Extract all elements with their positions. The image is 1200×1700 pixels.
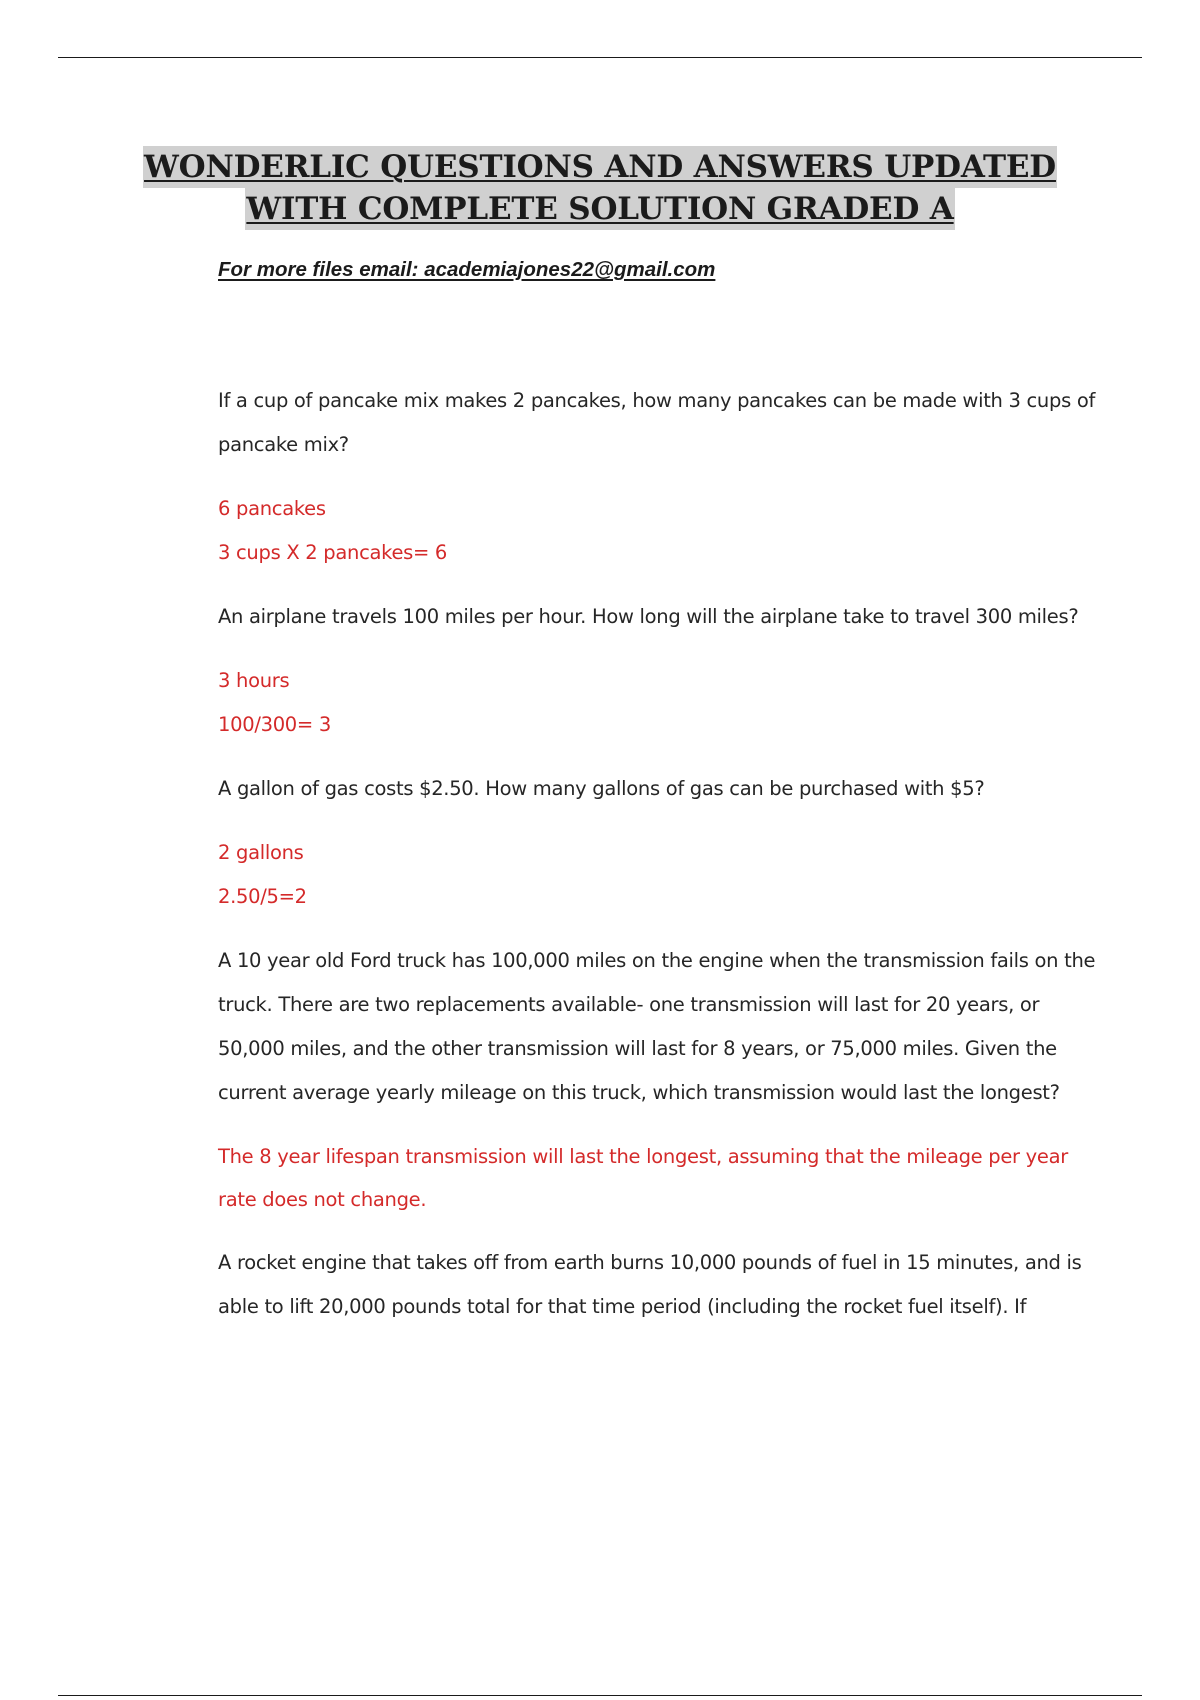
qa-content bbox=[218, 379, 1098, 1349]
answer-block bbox=[218, 831, 1098, 919]
answer-work: 2.50/5=2 bbox=[218, 885, 307, 908]
answer-work: 100/300= 3 bbox=[218, 713, 331, 736]
title-line-2: WITH COMPLETE SOLUTION GRADED A bbox=[245, 188, 954, 230]
answer-block bbox=[218, 1135, 1098, 1221]
question-text: A rocket engine that takes off from earth burns 10,000 pounds of fuel in 15 minutes, and is able to lift 20,000 pounds total for that time period (including the rocket fuel itself). If bbox=[218, 1251, 1082, 1318]
question-text: If a cup of pancake mix makes 2 pancakes, how many pancakes can be made with 3 cups of pancake mix? bbox=[218, 389, 1096, 456]
footer-rule bbox=[58, 1695, 1142, 1696]
question-text: A gallon of gas costs $2.50. How many gallons of gas can be purchased with $5? bbox=[218, 777, 985, 800]
answer-text: The 8 year lifespan transmission will last the longest, assuming that the mileage per year rate does not change. bbox=[218, 1145, 1068, 1211]
answer-work: 3 cups X 2 pancakes= 6 bbox=[218, 541, 448, 564]
question-text: An airplane travels 100 miles per hour. How long will the airplane take to travel 300 miles? bbox=[218, 605, 1079, 628]
question-text: A 10 year old Ford truck has 100,000 miles on the engine when the transmission fails on the truck. There are two replacements available- one transmission will last for 20 years, or 50,000 miles, and the other transmission will last for 8 years, or 75,000 miles. Given the current average yearly mileage on this truck, which transmission would last the longest? bbox=[218, 949, 1096, 1104]
answer-block bbox=[218, 659, 1098, 747]
answer-text: 6 pancakes bbox=[218, 497, 326, 520]
contact-email-line: For more files email: academiajones22@gmail.com bbox=[218, 258, 716, 281]
title-line-1: WONDERLIC QUESTIONS AND ANSWERS UPDATED bbox=[143, 146, 1057, 188]
answer-block bbox=[218, 487, 1098, 575]
answer-text: 2 gallons bbox=[218, 841, 304, 864]
header-rule bbox=[58, 57, 1142, 58]
answer-text: 3 hours bbox=[218, 669, 290, 692]
document-title bbox=[120, 146, 1080, 230]
